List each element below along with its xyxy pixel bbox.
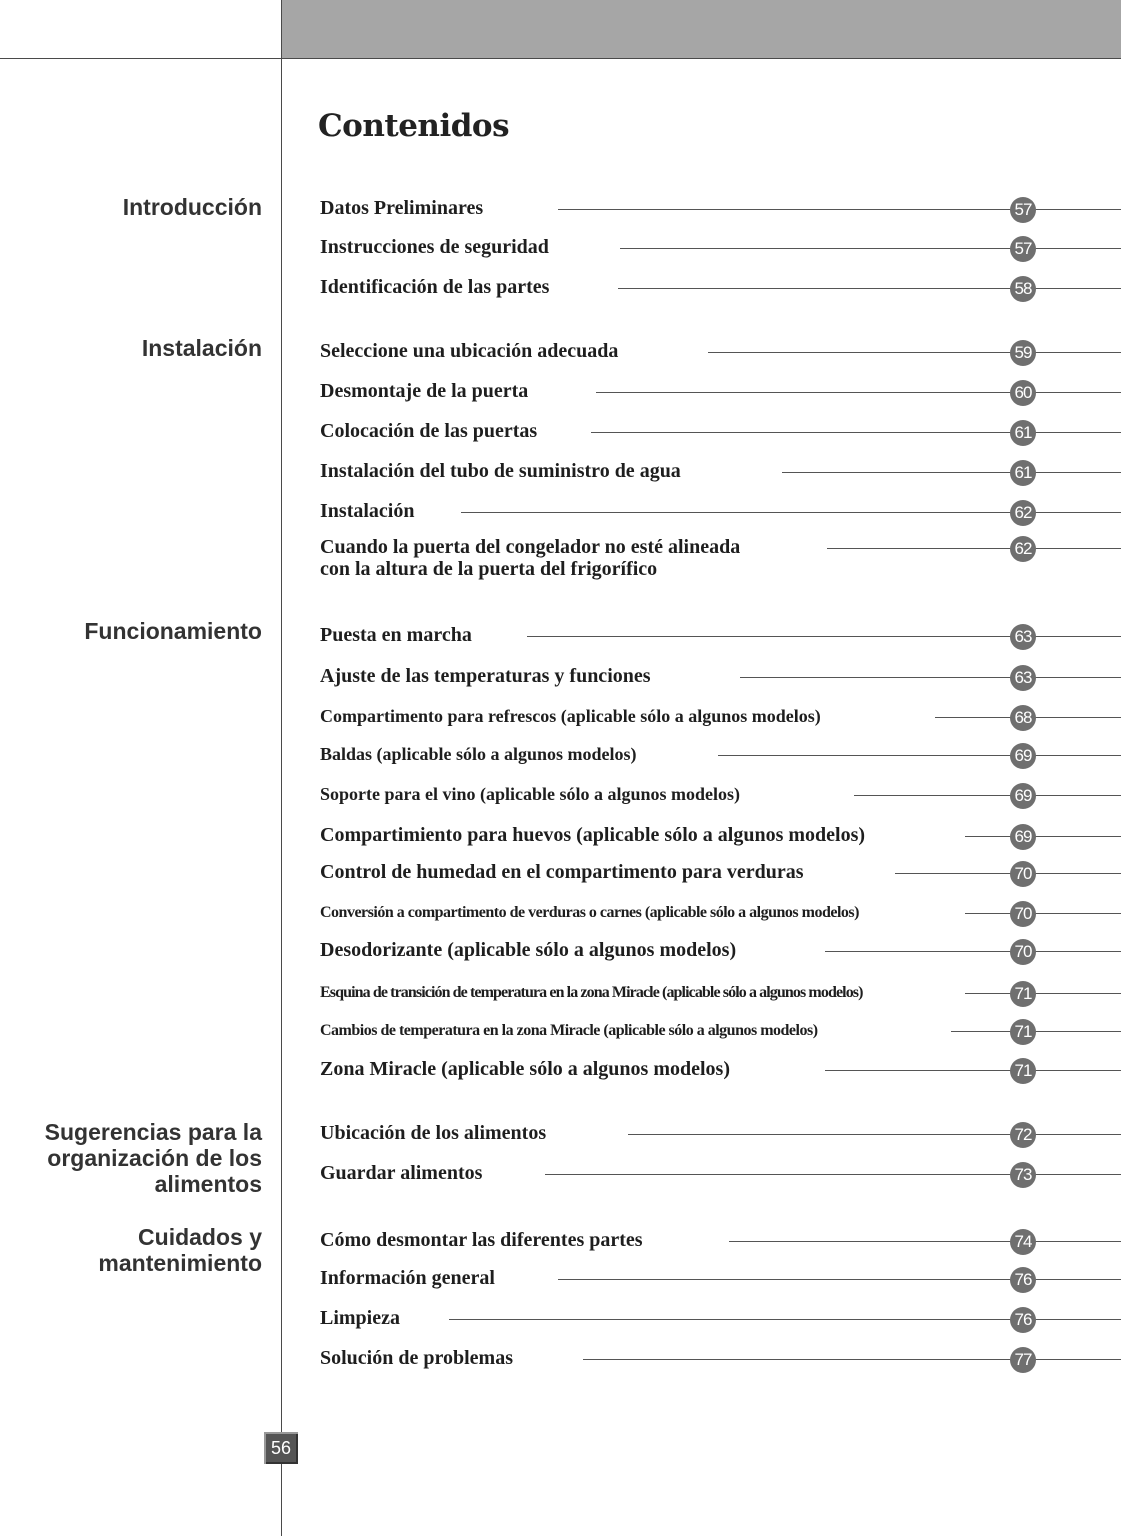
toc-entry-label: Desmontaje de la puerta [320,380,529,402]
vertical-divider [281,0,282,1536]
page-badge: 68 [1010,705,1036,731]
leader-line [825,1070,1121,1071]
toc-entry-label: Soporte para el vino (aplicable sólo a algunos modelos) [320,784,741,804]
toc-entry-label: Limpieza [320,1307,400,1329]
toc-entry-label: Solución de problemas [320,1347,513,1369]
leader-line [558,1279,1121,1280]
toc-entry-label: Cómo desmontar las diferentes partes [320,1229,643,1251]
page-badge: 63 [1010,624,1036,650]
leader-line [965,913,1121,914]
leader-line [782,472,1121,473]
toc-entry-label: Esquina de transición de temperatura en la zona Miracle (aplicable sólo a algunos modelos) [320,984,863,1001]
page-number: 56 [264,1432,298,1464]
toc-entry-label: Ubicación de los alimentos [320,1122,547,1144]
leader-line [620,248,1121,249]
page-badge: 61 [1010,460,1036,486]
toc-entry-label: Identificación de las partes [320,276,550,298]
page-badge: 74 [1010,1229,1036,1255]
page-badge: 62 [1010,500,1036,526]
toc-entry-label: Zona Miracle (aplicable sólo a algunos modelos) [320,1058,730,1080]
page-badge: 73 [1010,1162,1036,1188]
toc-entry-label: Instrucciones de seguridad [320,236,549,258]
leader-line [854,795,1121,796]
page-badge: 59 [1010,340,1036,366]
leader-line [628,1134,1121,1135]
leader-line [558,209,1121,210]
page-badge: 70 [1010,861,1036,887]
toc-entry-label: Instalación [320,500,415,522]
toc-entry-label: Cambios de temperatura en la zona Miracle (aplicable sólo a algunos modelos) [320,1022,818,1039]
page-badge: 57 [1010,236,1036,262]
toc-entry-label: Instalación del tubo de suministro de agua [320,460,681,482]
page-badge: 60 [1010,380,1036,406]
page-badge: 71 [1010,981,1036,1007]
toc-entry-label: Ajuste de las temperaturas y funciones [320,665,651,687]
section-cuidados: Cuidados y mantenimiento [98,1224,262,1276]
leader-line [740,677,1121,678]
toc-entry-label: Colocación de las puertas [320,420,538,442]
page-badge: 77 [1010,1347,1036,1373]
toc-entry-label: Guardar alimentos [320,1162,483,1184]
toc-entry-label: Puesta en marcha [320,624,472,646]
toc-entry-label: Datos Preliminares [320,197,484,219]
page-badge: 62 [1010,536,1036,562]
header-band [282,0,1121,58]
page-badge: 70 [1010,901,1036,927]
toc-entry-label: Desodorizante (aplicable sólo a algunos modelos) [320,939,737,961]
page-badge: 69 [1010,743,1036,769]
toc-entry-label-line2: con la altura de la puerta del frigorífico [320,558,658,580]
page-badge: 69 [1010,824,1036,850]
page-badge: 58 [1010,276,1036,302]
page-badge: 76 [1010,1267,1036,1293]
toc-entry[interactable] [320,536,1121,584]
page-badge: 57 [1010,197,1036,223]
leader-line [895,873,1121,874]
page-badge: 71 [1010,1019,1036,1045]
page-badge: 61 [1010,420,1036,446]
toc-entry-label: Compartimento para refrescos (aplicable sólo a algunos modelos) [320,706,821,726]
section-instalacion: Instalación [141,335,262,361]
toc-entry-label: Conversión a compartimento de verduras o carnes (aplicable sólo a algunos modelos) [320,904,859,921]
leader-line [596,392,1121,393]
section-introduccion: Introducción [122,194,262,220]
toc-entry-label: Control de humedad en el compartimento para verduras [320,861,804,883]
page-title: Contenidos [318,108,510,144]
section-funcionamiento: Funcionamiento [84,618,262,644]
leader-line [827,548,1121,549]
section-sugerencias: Sugerencias para la organización de los alimentos [44,1119,262,1197]
leader-line [965,836,1121,837]
leader-line [729,1241,1121,1242]
toc-entry-label: Seleccione una ubicación adecuada [320,340,619,362]
toc-entry-label: Información general [320,1267,495,1289]
leader-line [618,288,1121,289]
leader-line [951,1031,1121,1032]
toc-entry-label: Compartimiento para huevos (aplicable sólo a algunos modelos) [320,824,866,846]
toc-entry-label: Cuando la puerta del congelador no esté alineada [320,536,741,558]
page-badge: 70 [1010,939,1036,965]
page-badge: 69 [1010,783,1036,809]
header-divider [0,58,1121,59]
leader-line [591,432,1121,433]
leader-line [708,352,1121,353]
leader-line [825,951,1121,952]
page-badge: 63 [1010,665,1036,691]
toc-entry-label: Baldas (aplicable sólo a algunos modelos) [320,744,637,764]
page-badge: 72 [1010,1122,1036,1148]
leader-line [965,993,1121,994]
leader-line [718,755,1121,756]
page-badge: 71 [1010,1058,1036,1084]
page-badge: 76 [1010,1307,1036,1333]
leader-line [583,1359,1121,1360]
